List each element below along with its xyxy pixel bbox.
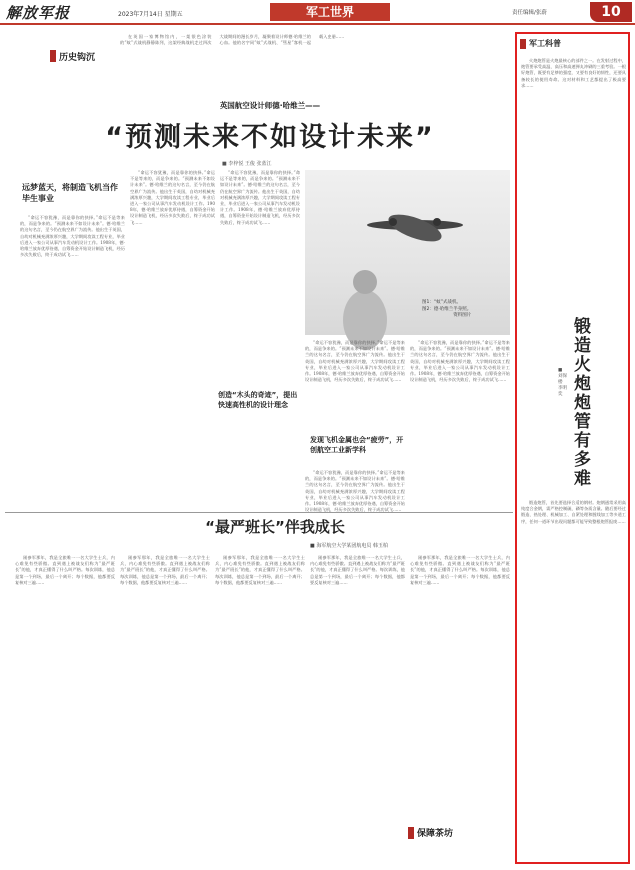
column-text-2: “命运不容犹豫，而是靠你的抉择。”命运不是等来的，而是争来的。“预测未来不如设计未来”。德·哈维兰的这句名言，至今仍在航空界广为流传。他出生于英国，自幼对机械充满浓厚兴趣，大学期间攻读工程专业，毕业后进入一家公司从事汽车发动机设计工作。1908年，德·哈维兰放弃优厚待遇，自筹资金开始设计制造飞机，经历多次失败后，终于成功试飞……: [130, 170, 215, 225]
photo-caption: [422, 300, 471, 320]
photo-caption-2: 图2：德·哈维兰半身照。: [422, 306, 472, 312]
column-text-5: “命运不容犹豫，而是靠你的抉择。”命运不是等来的，而是争来的。“预测未来不如设计未来”。德·哈维兰的这句名言，至今仍在航空界广为流传。他出生于英国，自幼对机械充满浓厚兴趣，大学期间攻读工程专业，毕业后进入一家公司从事汽车发动机设计工作。1908年，德·哈维兰放弃优厚待遇，自筹资金开始设计制造飞机，经历多次失败后，终于成功试飞……: [305, 470, 405, 513]
history-tag-label: 历史钩沉: [59, 52, 96, 63]
section-marker-icon: [520, 39, 526, 49]
history-section-tag: [50, 50, 95, 62]
section-marker-icon: [50, 50, 56, 62]
column-text-1: “命运不容犹豫，而是靠你的抉择。”命运不是等来的，而是争来的。“预测未来不如设计未来”。德·哈维兰的这句名言，至今仍在航空界广为流传。他出生于英国，自幼对机械充满浓厚兴趣，大学期间攻读工程专业，毕业后进入一家公司从事汽车发动机设计工作。1908年，德·哈维兰放弃优厚待遇，自筹资金开始设计制造飞机，经历多次失败后，终于成功试飞……: [20, 215, 125, 258]
feature-kicker: 英国航空设计师德·哈维兰——: [219, 101, 321, 110]
feature-title: “预测未来不如设计未来”: [105, 122, 435, 153]
page-section-title: 军工世界: [270, 3, 390, 21]
story-text-3: 刚参军那年，我是全旅唯一一名大学生士兵，内心难免有些骄傲。直到遇上被战友们称为“最严班长”的他，才真正懂得了什么叫严格。每次训练，他总是第一个到场，最后一个离开；每个数据，他都要反复核对三遍……: [215, 555, 305, 585]
sidebar-tag: [520, 38, 561, 49]
sidebar-byline: ■ 刘保楼 李明奕: [558, 368, 567, 397]
responsible-editor: 责任编辑/张蔚: [512, 10, 547, 16]
sidebar-title: 锻造火炮炮管有多难: [574, 317, 591, 489]
section-marker-icon: [408, 827, 414, 839]
photo-caption-1: 图1：“蚊”式战机。: [422, 300, 462, 305]
baozhang-tag-label: 保障茶坊: [417, 829, 454, 839]
column-text-4: “命运不容犹豫，而是靠你的抉择。”命运不是等来的，而是争来的。“预测未来不如设计未来”。德·哈维兰的这句名言，至今仍在航空界广为流传。他出生于英国，自幼对机械充满浓厚兴趣，大学期间攻读工程专业，毕业后进入一家公司从事汽车发动机设计工作。1908年，德·哈维兰放弃优厚待遇，自筹资金开始设计制造飞机，经历多次失败后，终于成功试飞……: [305, 340, 405, 383]
sidebar-tag-label: 军工科普: [529, 39, 561, 48]
story-text-4: 刚参军那年，我是全旅唯一一名大学生士兵，内心难免有些骄傲。直到遇上被战友们称为“最严班长”的他，才真正懂得了什么叫严格。每次训练，他总是第一个到场，最后一个离开；每个数据，他都要反复核对三遍……: [310, 555, 405, 585]
aircraft-illustration: [305, 170, 510, 335]
section-divider: [5, 512, 513, 513]
story-text-5: 刚参军那年，我是全旅唯一一名大学生士兵，内心难免有些骄傲。直到遇上被战友们称为“最严班长”的他，才真正懂得了什么叫严格。每次训练，他总是第一个到场，最后一个离开；每个数据，他都要反复核对三遍……: [410, 555, 510, 585]
issue-date: 2023年7月14日 星期五: [118, 11, 183, 18]
column-head-2: 创造“木头的奇迹”，提出快速高性机的设计理念: [218, 391, 298, 409]
story-text-1: 刚参军那年，我是全旅唯一一名大学生士兵，内心难免有些骄傲。直到遇上被战友们称为“最严班长”的他，才真正懂得了什么叫严格。每次训练，他总是第一个到场，最后一个离开；每个数据，他都要反复核对三遍……: [15, 555, 115, 585]
aircraft-engine-right: [433, 218, 441, 226]
story-text-2: 刚参军那年，我是全旅唯一一名大学生士兵，内心难免有些骄傲。直到遇上被战友们称为“最严班长”的他，才真正懂得了什么叫严格。每次训练，他总是第一个到场，最后一个离开；每个数据，他都要反复核对三遍……: [120, 555, 210, 585]
sidebar-text-top: 火炮炮管是火炮最核心的部件之一。在发射过程中，炮管要承受高温、高压和高速弹丸冲刷的三重考验。一根好炮管，既要有足够的强度，又要有良好的韧性，还要具备较长的使用寿命。这对材料和工艺都提出了极高要求……: [521, 58, 626, 88]
column-text-3: “命运不容犹豫，而是靠你的抉择。”命运不是等来的，而是争来的。“预测未来不如设计未来”。德·哈维兰的这句名言，至今仍在航空界广为流传。他出生于英国，自幼对机械充满浓厚兴趣，大学期间攻读工程专业，毕业后进入一家公司从事汽车发动机设计工作。1908年，德·哈维兰放弃优厚待遇，自筹资金开始设计制造飞机，经历多次失败后，终于成功试飞……: [220, 170, 300, 225]
aircraft-photo: [305, 170, 510, 335]
feature-byline: ■ 李梓悦 王俊 张蓝江: [222, 161, 272, 167]
masthead-rule: [0, 23, 635, 25]
masthead: [0, 0, 635, 24]
story-byline: ■ 海军航空大学某团航电员 韩玉柏: [310, 543, 388, 549]
column-text-6: “命运不容犹豫，而是靠你的抉择。”命运不是等来的，而是争来的。“预测未来不如设计未来”。德·哈维兰的这句名言，至今仍在航空界广为流传。他出生于英国，自幼对机械充满浓厚兴趣，大学期间攻读工程专业，毕业后进入一家公司从事汽车发动机设计工作。1908年，德·哈维兰放弃优厚待遇，自筹资金开始设计制造飞机，经历多次失败后，终于成功试飞……: [410, 340, 510, 383]
photo-credit: 资料图片: [453, 313, 472, 318]
portrait-head: [353, 270, 377, 294]
story-title: “最严班长”伴我成长: [205, 518, 345, 536]
sidebar-text-bottom: 锻造炮管，首先要选择合适的钢材。炮钢通常采用高纯度合金钢，需严格控制硫、磷等杂质含量。随后要经过锻造、热处理、机械加工、自紧处理和膛线加工等多道工序，任何一道环节出现问题都可能导致整根炮管报废……: [521, 500, 626, 524]
newspaper-logo: 解放军报: [6, 4, 71, 22]
page-number: 10: [590, 2, 632, 22]
column-head-1: 远梦蓝天，将制造飞机当作毕生事业: [22, 183, 118, 203]
aircraft-engine-left: [389, 218, 397, 226]
baozhang-section-tag: [408, 826, 453, 839]
aircraft-fuselage: [385, 209, 444, 247]
intro-text: 在英国一家博物馆内，一架银色涂装的“蚊”式战机静静陈列，这架经典战机走过四次大战期间的漫长岁月，凝聚着设计师德·哈维兰的心血。他的名字同“蚊”式战机、“彗星”客机一起载入史册……: [120, 34, 345, 46]
column-head-3: 发现飞机金属也会“疲劳”，开创航空工业新学科: [310, 436, 404, 454]
